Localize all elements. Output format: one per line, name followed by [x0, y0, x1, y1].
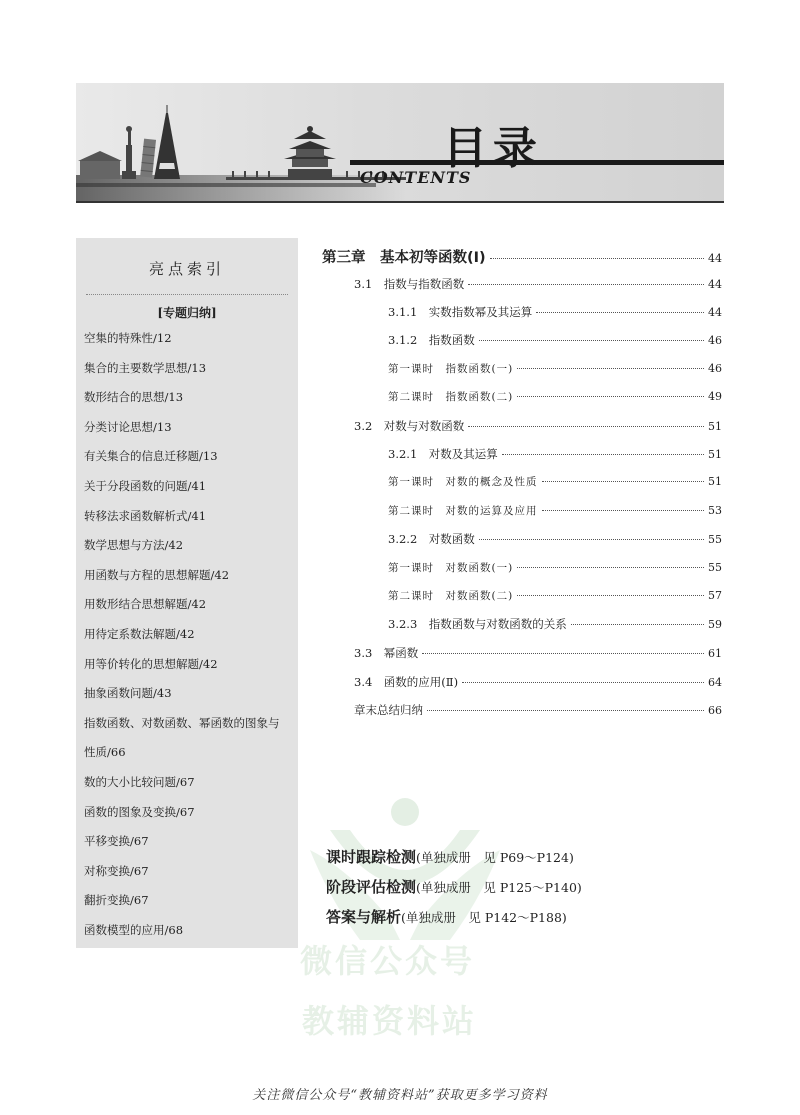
- index-item: 集合的主要数学思想/13: [84, 360, 207, 375]
- toc-label: 3.2.1 对数及其运算: [388, 447, 498, 461]
- supplement-item[interactable]: [326, 906, 567, 927]
- toc-lesson[interactable]: [322, 588, 722, 603]
- index-item: 抽象函数问题/43: [84, 686, 172, 701]
- sidebar-heading: 亮点索引: [148, 260, 225, 278]
- toc-page: 55: [708, 533, 722, 546]
- leader-dots: [571, 624, 704, 625]
- toc-page: 57: [708, 589, 722, 602]
- sidebar-divider: [86, 294, 288, 295]
- index-item: 分类讨论思想/13: [84, 419, 172, 434]
- watermark-text-1: 微信公众号: [300, 942, 476, 980]
- index-item: 转移法求函数解析式/41: [84, 508, 207, 523]
- index-item: 用数形结合思想解题/42: [84, 597, 207, 612]
- index-item: 翻折变换/67: [84, 893, 149, 908]
- index-item: 用待定系数法解题/42: [84, 626, 195, 641]
- toc-label: 3.1.2 指数函数: [388, 333, 475, 347]
- toc-subsection[interactable]: [322, 616, 722, 632]
- toc-page: 46: [708, 334, 722, 347]
- toc-page: 66: [708, 704, 722, 717]
- supplement-title: 答案与解析: [326, 908, 402, 926]
- index-item: 有关集合的信息迁移题/13: [84, 449, 218, 464]
- toc-label: 3.1 指数与指数函数: [354, 277, 465, 291]
- toc-section[interactable]: [322, 418, 722, 434]
- leader-dots: [517, 396, 704, 397]
- index-item: 空集的特殊性/12: [84, 331, 172, 345]
- toc-page: 44: [708, 252, 722, 265]
- toc-section[interactable]: [322, 674, 722, 690]
- toc-label: 3.4 函数的应用(Ⅱ): [354, 675, 459, 689]
- leader-dots: [462, 682, 704, 683]
- toc-subsection[interactable]: [322, 332, 722, 348]
- page-subtitle: CONTENTS: [360, 168, 472, 187]
- footer-note: 关注微信公众号“教辅资料站”获取更多学习资料: [252, 1088, 548, 1103]
- toc-page: 53: [708, 504, 722, 517]
- index-item: 平移变换/67: [84, 834, 149, 849]
- leader-dots: [490, 258, 704, 259]
- toc-section[interactable]: [322, 276, 722, 292]
- page-title: 目录: [443, 123, 543, 174]
- toc-lesson[interactable]: [322, 560, 722, 575]
- index-item: 数的大小比较问题/67: [84, 774, 195, 789]
- leader-dots: [468, 284, 704, 285]
- toc-subsection[interactable]: [322, 531, 722, 547]
- supplement-note: (单独成册 见 P142～P188): [401, 910, 567, 925]
- supplement-note: (单独成册 见 P69～P124): [416, 850, 574, 865]
- index-item: 数形结合的思想/13: [84, 390, 184, 405]
- toc-label: 第二课时 对数函数(二): [388, 590, 514, 602]
- toc-label: 3.3 幂函数: [354, 646, 419, 660]
- leader-dots: [536, 312, 704, 313]
- leader-dots: [479, 539, 704, 540]
- toc-label: 3.2 对数与对数函数: [354, 419, 465, 433]
- index-item: 性质/66: [84, 745, 126, 760]
- toc-subsection[interactable]: [322, 304, 722, 320]
- leader-dots: [517, 595, 704, 596]
- supplement-item[interactable]: [326, 846, 574, 867]
- leader-dots: [479, 340, 704, 341]
- toc-label: 第三章 基本初等函数(Ⅰ): [322, 250, 486, 266]
- toc-page: 61: [708, 647, 722, 660]
- toc-page: 55: [708, 561, 722, 574]
- toc-subsection[interactable]: [322, 446, 722, 462]
- toc-lesson[interactable]: [322, 389, 722, 404]
- highlights-index-panel: [76, 238, 298, 948]
- index-item: 用等价转化的思想解题/42: [84, 656, 218, 671]
- supplement-note: (单独成册 见 P125～P140): [416, 880, 582, 895]
- toc-lesson[interactable]: [322, 361, 722, 376]
- toc-label: 3.1.1 实数指数幂及其运算: [388, 305, 533, 319]
- toc-page: 46: [708, 362, 722, 375]
- index-item: 函数的图象及变换/67: [84, 804, 195, 819]
- toc-summary[interactable]: [322, 702, 722, 718]
- leader-dots: [427, 710, 704, 711]
- toc-label: 第二课时 对数的运算及应用: [388, 505, 538, 517]
- toc-page: 51: [708, 448, 722, 461]
- toc-label: 第一课时 对数的概念及性质: [388, 476, 538, 488]
- leader-dots: [422, 653, 704, 654]
- sidebar-subheading: [专题归纳]: [157, 306, 217, 320]
- toc-label: 3.2.3 指数函数与对数函数的关系: [388, 617, 567, 631]
- supplement-item[interactable]: [326, 876, 582, 897]
- supplement-title: 阶段评估检测: [326, 878, 417, 896]
- toc-page: 51: [708, 475, 722, 488]
- toc-label: 第一课时 对数函数(一): [388, 562, 514, 574]
- leader-dots: [517, 567, 704, 568]
- index-item: 数学思想与方法/42: [84, 538, 184, 553]
- index-item: 指数函数、对数函数、幂函数的图象与: [84, 715, 280, 730]
- toc-label: 3.2.2 对数函数: [388, 532, 475, 546]
- index-item: 用函数与方程的思想解题/42: [84, 567, 230, 582]
- toc-lesson[interactable]: [322, 503, 722, 518]
- toc-label: 章末总结归纳: [354, 703, 423, 717]
- leader-dots: [502, 454, 704, 455]
- toc-label: 第二课时 指数函数(二): [388, 391, 514, 403]
- leader-dots: [468, 426, 704, 427]
- toc-page: 44: [708, 306, 722, 319]
- toc-page: 59: [708, 618, 722, 631]
- toc-section[interactable]: [322, 645, 722, 661]
- banner-bottom-rule: [76, 201, 724, 203]
- toc-page: 51: [708, 420, 722, 433]
- index-item: 对称变换/67: [84, 863, 149, 878]
- watermark-text-2: 教辅资料站: [302, 1002, 478, 1040]
- toc-label: 第一课时 指数函数(一): [388, 363, 514, 375]
- sidebar-list: [84, 324, 296, 945]
- leader-dots: [542, 510, 705, 511]
- toc-page: 64: [708, 676, 722, 689]
- index-item: 函数模型的应用/68: [84, 922, 184, 937]
- leader-dots: [517, 368, 704, 369]
- toc-lesson[interactable]: [322, 474, 722, 489]
- leader-dots: [542, 481, 705, 482]
- supplement-title: 课时跟踪检测: [326, 848, 417, 866]
- toc-page: 44: [708, 278, 722, 291]
- toc-page: 49: [708, 390, 722, 403]
- toc-chapter[interactable]: [322, 246, 722, 267]
- index-item: 关于分段函数的问题/41: [84, 478, 207, 493]
